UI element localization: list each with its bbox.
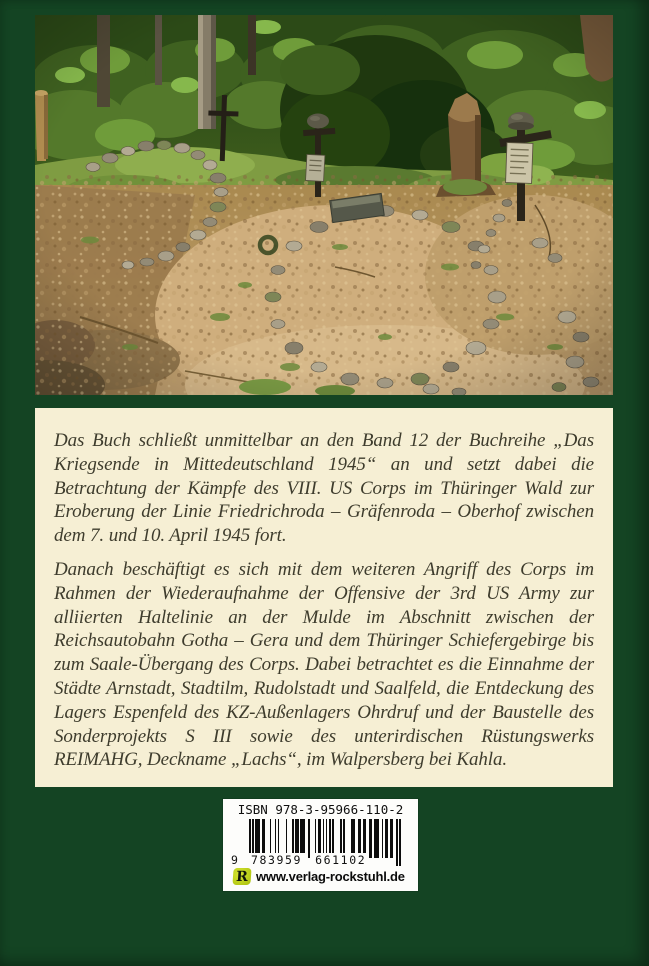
barcode-bar bbox=[259, 819, 261, 858]
barcode-digits bbox=[230, 853, 406, 866]
barcode-digit-lead: 9 bbox=[231, 853, 238, 867]
blurb-panel bbox=[35, 408, 613, 787]
publisher-logo-icon: R bbox=[232, 868, 251, 885]
barcode-bar bbox=[371, 819, 373, 858]
barcode-bar bbox=[303, 819, 305, 858]
barcode-bar bbox=[308, 819, 310, 858]
barcode-bar bbox=[297, 819, 299, 858]
publisher-row bbox=[233, 868, 405, 885]
barcode-digit-group-2: 661102 bbox=[312, 853, 369, 867]
barcode-bar bbox=[332, 819, 334, 858]
photo-vignette bbox=[35, 15, 613, 395]
barcode-bar bbox=[391, 819, 393, 858]
barcode-bar bbox=[364, 819, 366, 858]
cover-photo bbox=[35, 15, 613, 395]
forest-graves-illustration bbox=[35, 15, 613, 395]
blurb-paragraph-2: Danach beschäftigt es sich mit dem weiteren Angriff des Corps im Rahmen der Wiederaufnahme der Offensive der 3rd US Army zur alliierten Haltelinie an der Mulde im Abschnitt zwischen der Reichsautobahn Gotha – Gera und dem Thüringer Schiefergebirge bis zum Saale-Übergang des Corps. Dabei betrachtet es die Einnahme der Städte Arnstadt, Stadtilm, Rudolstadt und Saalfeld, die Entdeckung des Lagers Espenfeld des KZ-Außenlagers Ohrdruf und der Baustelle des Sonderprojekts S III sowie des unterirdischen Rüstungswerks REIMAHG, Deckname „Lachs“, im Walpersberg bei Kahla. bbox=[54, 558, 594, 771]
barcode-bar bbox=[353, 819, 355, 858]
barcode-digit-group-1: 783959 bbox=[248, 853, 305, 867]
barcode-bar bbox=[319, 819, 321, 858]
barcode-bar bbox=[387, 819, 389, 858]
barcode-bar bbox=[377, 819, 379, 858]
barcode-bar bbox=[275, 819, 277, 858]
barcode-bar bbox=[270, 819, 272, 858]
barcode-bar bbox=[263, 819, 265, 858]
publisher-url: www.verlag-rockstuhl.de bbox=[256, 869, 405, 884]
barcode-bar bbox=[278, 819, 280, 858]
barcode-panel bbox=[223, 799, 418, 891]
barcode-bar bbox=[340, 819, 342, 858]
barcode-bar bbox=[382, 819, 384, 858]
barcode-bar bbox=[329, 819, 331, 858]
barcode-bar bbox=[343, 819, 345, 858]
barcode-bar bbox=[315, 819, 317, 858]
isbn-label: ISBN 978-3-95966-110-2 bbox=[237, 802, 404, 817]
blurb-paragraph-1: Das Buch schließt unmittelbar an den Band 12 der Buchreihe „Das Kriegsende in Mittedeutschland 1945“ an und setzt dabei die Betrachtung der Kämpfe des VIII. US Corps im Thüringer Wald zur Eroberung der Linie Friedrichroda – Gräfenroda – Oberhof zwischen dem 7. und 10. April 1945 fort. bbox=[54, 430, 594, 547]
barcode-bar bbox=[292, 819, 294, 858]
barcode-bar bbox=[359, 819, 361, 858]
barcode-bar bbox=[286, 819, 288, 858]
